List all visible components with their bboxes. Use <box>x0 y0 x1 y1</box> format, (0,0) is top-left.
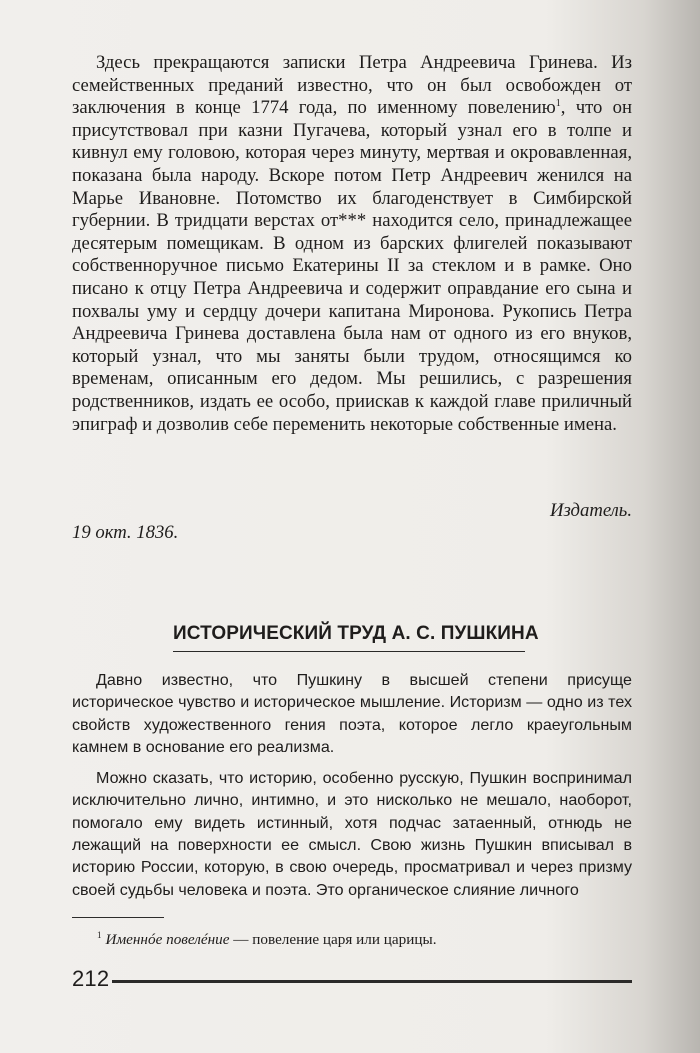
essay-text <box>72 669 632 901</box>
heading-underline <box>173 651 525 652</box>
footnote-definition: — повеление царя или царицы. <box>229 931 437 949</box>
main-text <box>72 52 632 436</box>
footer-rule <box>112 980 632 983</box>
paragraph-text-part-2: , что он присутствовал при казни Пугачева, который узнал его в толпе и кивнул ему головою, которая через минуту, мертвая и окровавленная, показана была народу. Вскоре потом Петр Андреевич женился на Марье Ивановне. Потомство их благоденствует в Симбирской губернии. В тридцати верстах от*** находится село, принадлежащее десятерым помещикам. В одном из барских флигелей показывают собственноручное письмо Екатерины II за стеклом и в рамке. Оно писано к отцу Петра Андреевича и содержит оправдание его сына и похвалы уму и сердцу дочери капитана Миронова. Рукопись Петра Андреевича Гринева доставлена была нам от одного из его внуков, который узнал, что мы заняты были трудом, относящимся ко временам, описанным его дедом. Мы решились, с разрешения родственников, издать ее особо, приискав к каждой главе приличный эпиграф и дозволив себе переменить некоторые собственные имена. <box>72 97 632 435</box>
footnote-divider <box>72 917 164 918</box>
essay-paragraph-2: Можно сказать, что историю, особенно русскую, Пушкин воспринимал исключительно лично, интимно, и это нисколько не мешало, наоборот, помогало ему видеть истинный, хотя подчас затаенный, отнюдь не лежащий на поверхности ее смысл. Свою жизнь Пушкин вписывал в историю России, которую, в свою очередь, просматривал и через призму своей судьбы человека и поэта. Это органическое слияние личного <box>72 769 632 899</box>
footnote-term: Именнóе повелéние <box>105 931 230 949</box>
footnote <box>97 925 597 950</box>
footnote-marker: 1 <box>97 930 102 940</box>
page-number: 212 <box>72 966 110 991</box>
section-heading: ИСТОРИЧЕСКИЙ ТРУД А. С. ПУШКИНА <box>173 623 539 644</box>
publisher-signature: Издатель. <box>550 500 632 521</box>
paragraph-text-part-1: Здесь прекращаются записки Петра Андреевича Гринева. Из семейственных преданий известно, что он был освобожден от заключения в конце 1774 года, по именному повелению <box>72 52 632 119</box>
footnote-reference: 1 <box>555 97 561 109</box>
date-line: 19 окт. 1836. <box>72 522 179 543</box>
essay-paragraph-1: Давно известно, что Пушкину в высшей степени присуще историческое чувство и историческое мышление. Историзм — одно из тех свойств художественного гения поэта, которое легло краеугольным камнем в основание его реализма. <box>72 671 632 756</box>
serif-paragraph <box>72 52 632 436</box>
